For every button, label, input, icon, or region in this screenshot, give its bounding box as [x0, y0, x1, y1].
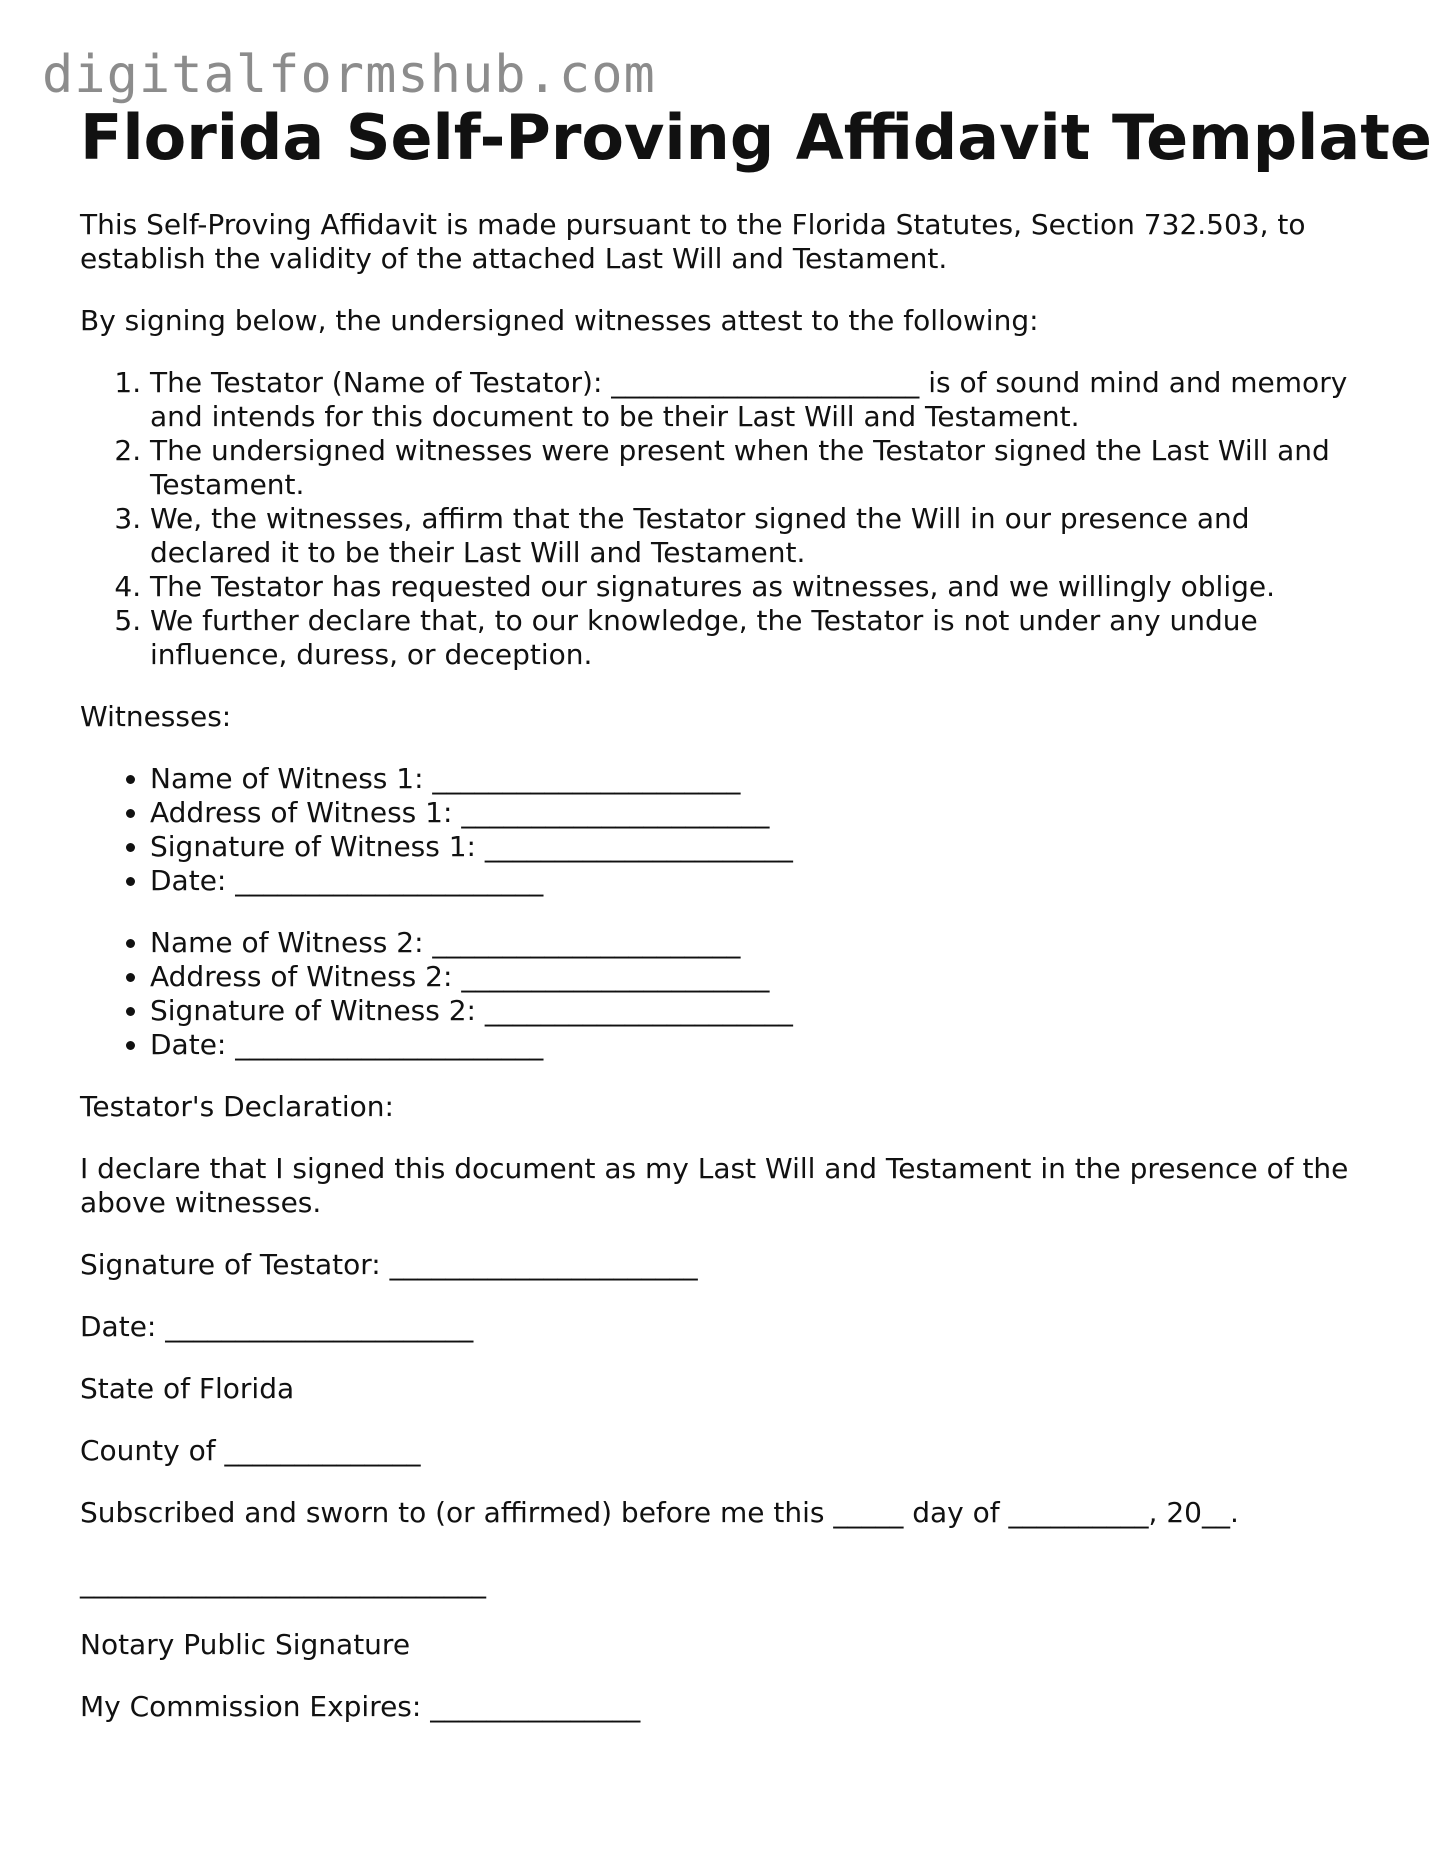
witness2-list	[80, 926, 1370, 1062]
watermark-logo: digitalformshub.com	[42, 45, 656, 105]
witness2-address-field: • Address of Witness 2: ______________________	[150, 960, 1370, 994]
county-field: County of ______________	[80, 1434, 421, 1467]
witness2-signature-field: • Signature of Witness 2: ______________________	[150, 994, 1370, 1028]
declaration-text: I declare that I signed this document as my Last Will and Testament in the presence of the above witnesses.	[80, 1152, 1349, 1219]
notary-label: Notary Public Signature	[80, 1628, 411, 1661]
list-item: 5. We further declare that, to our knowledge, the Testator is not under any undue influence, duress, or deception.	[150, 604, 1370, 672]
witnesses-heading: Witnesses:	[80, 700, 232, 733]
witness1-signature-field: • Signature of Witness 1: ______________________	[150, 830, 1370, 864]
subscribed-statement: Subscribed and sworn to (or affirmed) before me this _____ day of __________, 20__.	[80, 1496, 1239, 1529]
list-item: 2. The undersigned witnesses were present when the Testator signed the Last Will and Testament.	[150, 434, 1370, 502]
testator-signature-field: Signature of Testator: ______________________	[80, 1248, 698, 1281]
notary-signature-line: _____________________________	[80, 1566, 486, 1599]
witness1-list	[80, 762, 1370, 898]
intro-paragraph: This Self-Proving Affidavit is made pursuant to the Florida Statutes, Section 732.503, to establish the validity of the attached Last Will and Testament.	[80, 208, 1306, 275]
witness1-name-field: • Name of Witness 1: ______________________	[150, 762, 1370, 796]
list-item: 4. The Testator has requested our signatures as witnesses, and we willingly oblige.	[150, 570, 1370, 604]
attest-intro: By signing below, the undersigned witnesses attest to the following:	[80, 304, 1039, 337]
witness1-address-field: • Address of Witness 1: ______________________	[150, 796, 1370, 830]
declaration-heading: Testator's Declaration:	[80, 1090, 394, 1123]
witness1-date-field: • Date: ______________________	[150, 864, 1370, 898]
witness2-name-field: • Name of Witness 2: ______________________	[150, 926, 1370, 960]
state-label: State of Florida	[80, 1372, 295, 1405]
commission-expires-field: My Commission Expires: _______________	[80, 1690, 641, 1723]
list-item: 1. The Testator (Name of Testator): ______________________ is of sound mind and memory and intends for this document to be their Last Will and Testament.	[150, 366, 1370, 434]
witness2-date-field: • Date: ______________________	[150, 1028, 1370, 1062]
testator-date-field: Date: ______________________	[80, 1310, 474, 1343]
statements-list	[80, 366, 1370, 672]
page-title: Florida Self-Proving Affidavit Template	[80, 101, 1432, 174]
list-item: 3. We, the witnesses, affirm that the Testator signed the Will in our presence and declared it to be their Last Will and Testament.	[150, 502, 1370, 570]
affidavit-document	[80, 100, 1432, 1724]
